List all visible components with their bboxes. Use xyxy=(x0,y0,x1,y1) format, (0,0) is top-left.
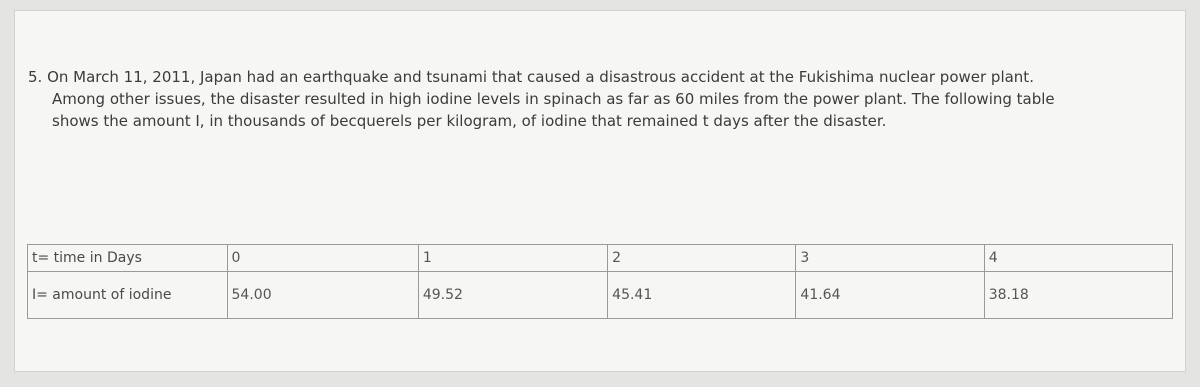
iodine-cell-4: 38.18 xyxy=(984,272,1172,319)
table-row-time xyxy=(28,245,1173,272)
table-row-iodine xyxy=(28,272,1173,319)
time-cell-2: 2 xyxy=(608,245,796,272)
time-cell-4: 4 xyxy=(984,245,1172,272)
problem-line-3: shows the amount I, in thousands of becquerels per kilogram, of iodine that remained t days after the disaster. xyxy=(52,112,887,130)
time-cell-3: 3 xyxy=(796,245,984,272)
problem-line-2: Among other issues, the disaster resulted in high iodine levels in spinach as far as 60 miles from the power plant. The following table xyxy=(52,90,1055,108)
iodine-cell-1: 49.52 xyxy=(418,272,607,319)
problem-line-1: 5. On March 11, 2011, Japan had an earthquake and tsunami that caused a disastrous accident at the Fukishima nuclear power plant. xyxy=(28,68,1034,86)
time-cell-0: 0 xyxy=(227,245,418,272)
iodine-table xyxy=(27,244,1173,319)
time-row-label: t= time in Days xyxy=(28,245,228,272)
problem-statement xyxy=(28,66,1158,132)
iodine-cell-0: 54.00 xyxy=(227,272,418,319)
iodine-cell-2: 45.41 xyxy=(608,272,796,319)
iodine-row-label: I= amount of iodine xyxy=(28,272,228,319)
time-cell-1: 1 xyxy=(418,245,607,272)
iodine-cell-3: 41.64 xyxy=(796,272,984,319)
